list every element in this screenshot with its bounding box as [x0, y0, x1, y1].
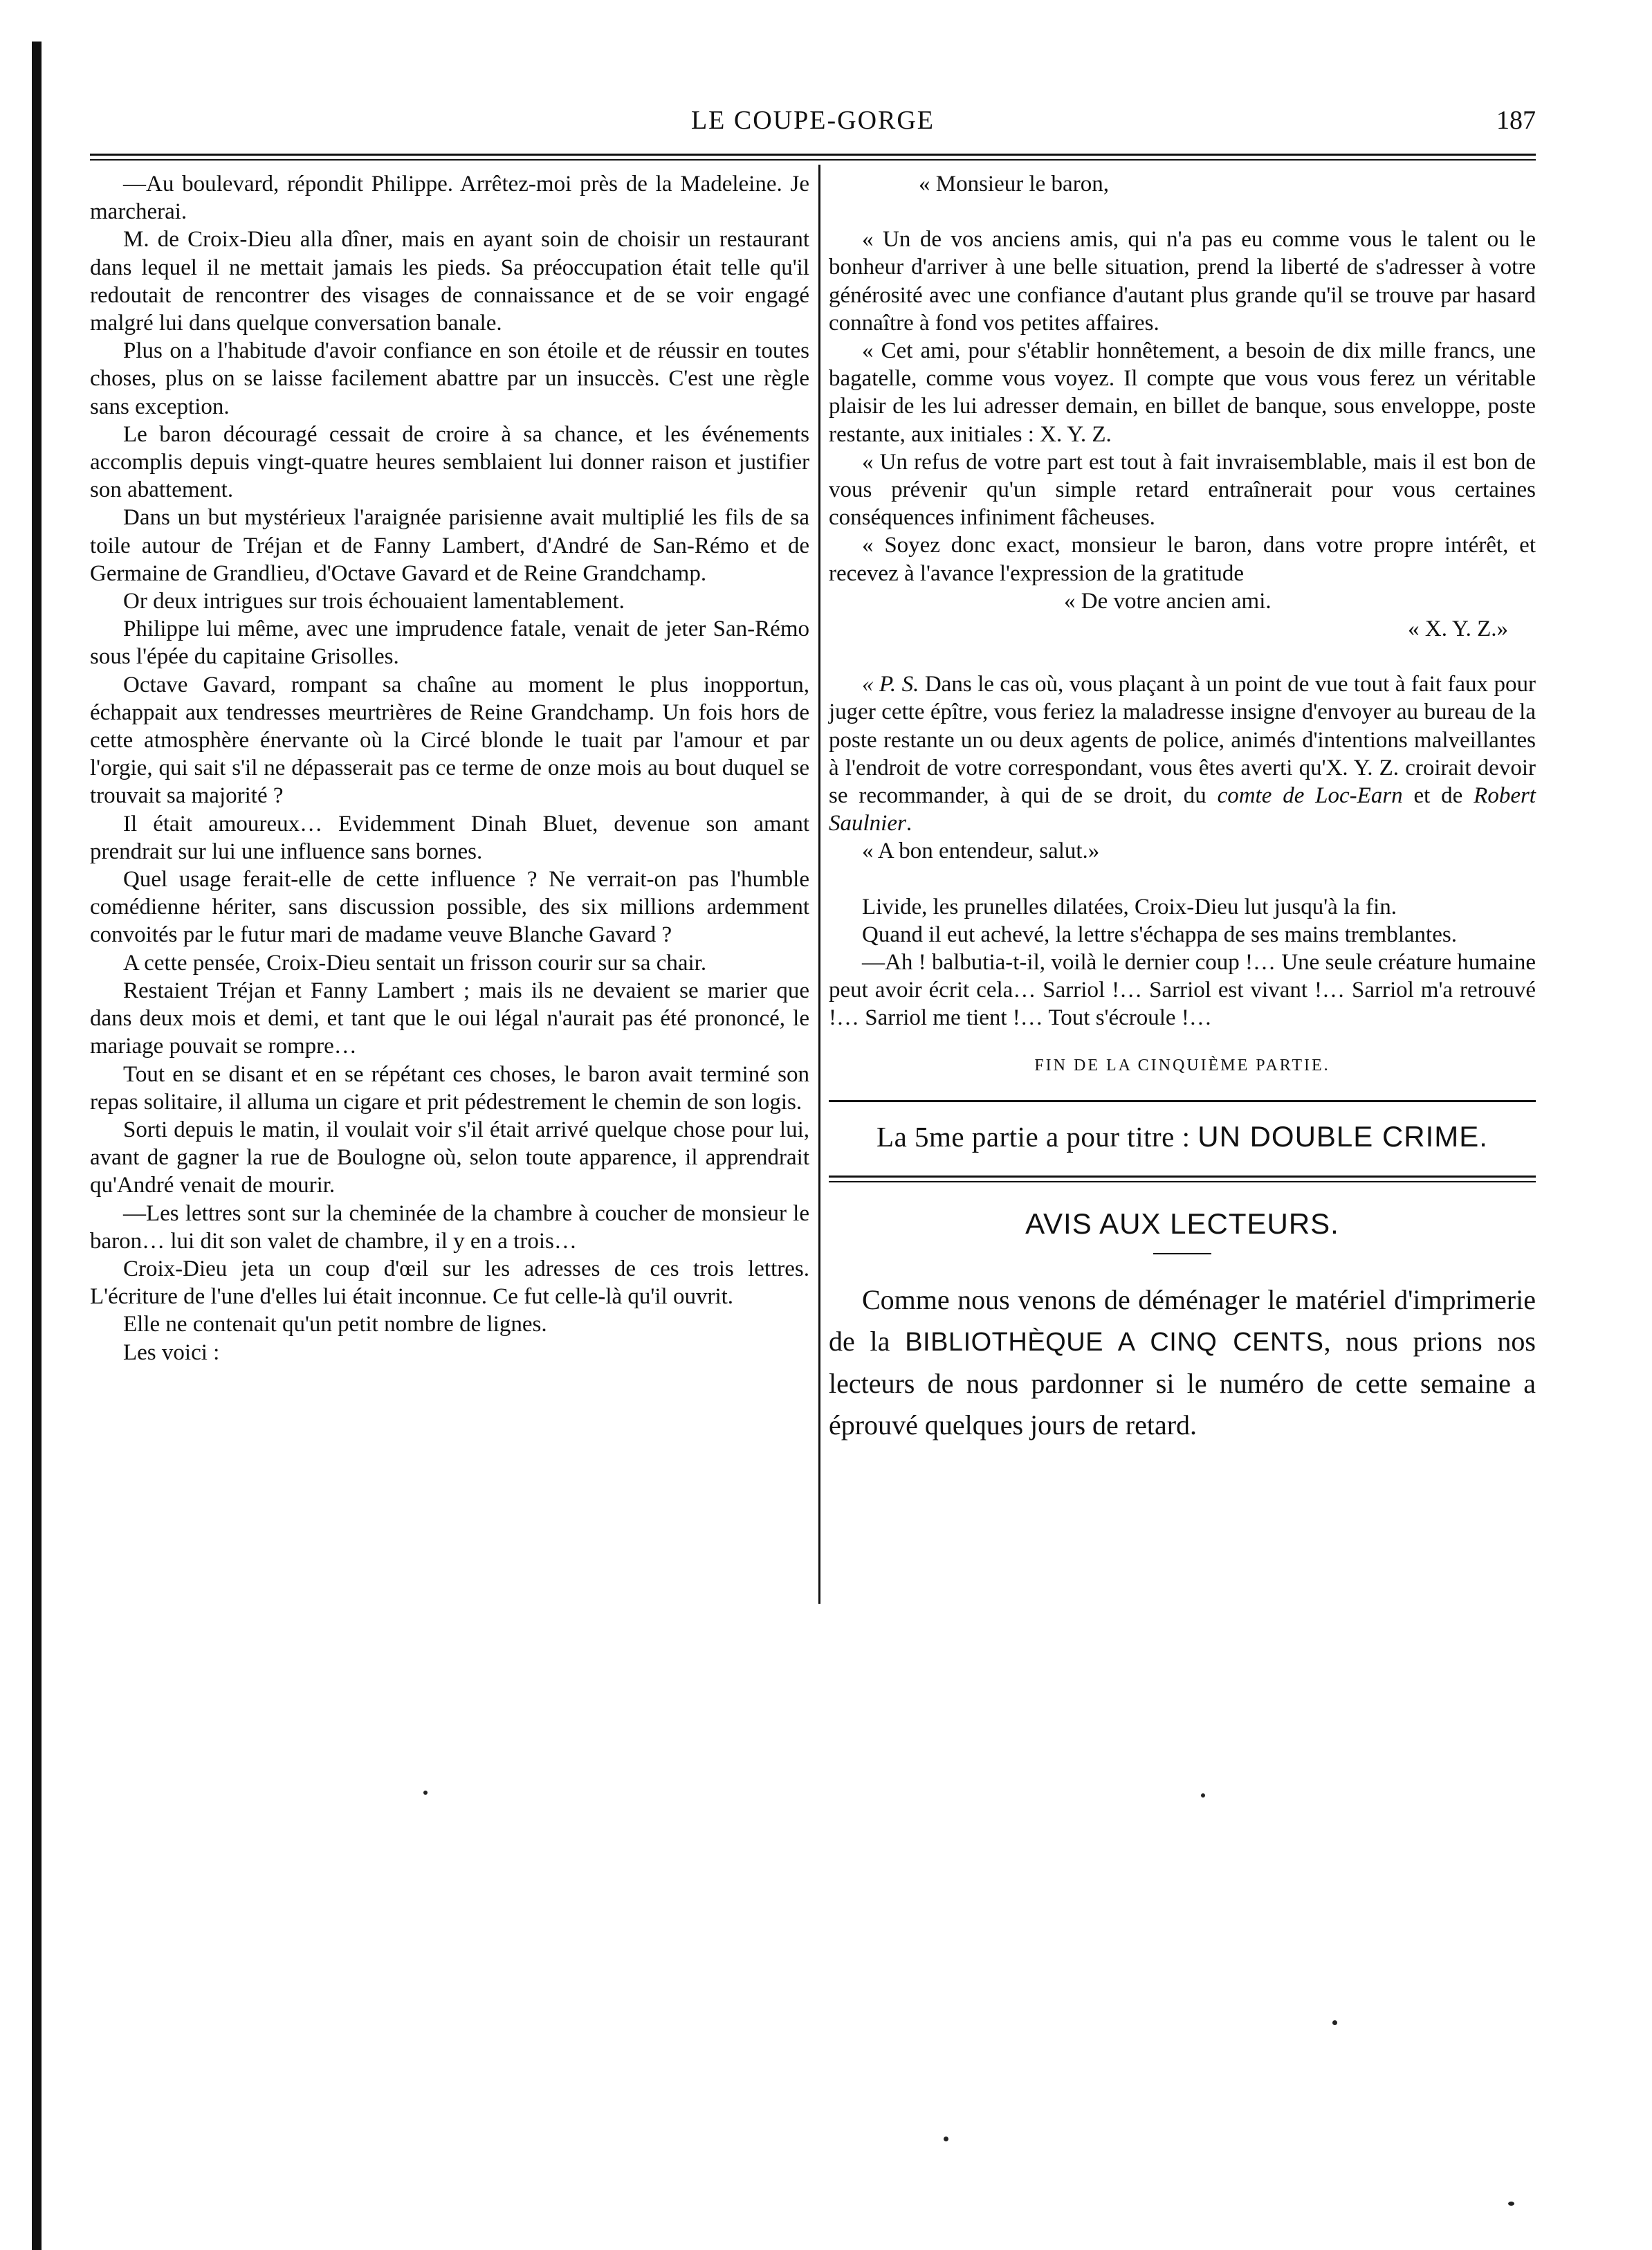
paragraph: Elle ne contenait qu'un petit nombre de lignes.	[123, 1312, 547, 1337]
scan-speck	[423, 1791, 428, 1795]
letter-paragraph: « Un de vos anciens amis, qui n'a pas eu comme vous le talent ou le bonheur d'arriver à une belle situation, prend la liberté de s'adresser à votre générosité avec une confiance d'autant plus grande qu'il se trouve par hasard connaître à fond vos petites affaires.	[829, 227, 1536, 336]
scan-speck	[1332, 2020, 1337, 2025]
avis-publication-name: BIBLIOTHÈQUE A CINQ CENTS	[905, 1328, 1324, 1357]
paragraph: —Ah ! balbutia-t-il, voilà le dernier coup !… Une seule créature humaine peut avoir écrit cela… Sarriol !… Sarriol est vivant !… Sarriol m'a retrouvé !… Sarriol me tient !… Tout s'écroule !…	[829, 950, 1536, 1031]
letter-paragraph: « Soyez donc exact, monsieur le baron, dans votre propre intérêt, et recevez à l'avance l'expression de la gratitude	[829, 533, 1536, 586]
scan-speck	[1201, 1793, 1205, 1798]
header-double-rule	[90, 154, 1536, 161]
paragraph: A cette pensée, Croix-Dieu sentait un frisson courir sur sa chair.	[123, 950, 707, 976]
letter-signature: « X. Y. Z.»	[1408, 616, 1508, 642]
letter-salutation: « Monsieur le baron,	[919, 172, 1109, 196]
letter-postscript	[829, 670, 1536, 837]
letter-paragraph: « Cet ami, pour s'établir honnêtement, a besoin de dix mille francs, une bagatelle, comme vous voyez. Il compte que vous vous ferez un véritable plaisir de les lui adresser demain, en billet de banque, sous enveloppe, poste restante, aux initiales : X. Y. Z.	[829, 338, 1536, 447]
page-number: 187	[1496, 106, 1536, 135]
avis-text-part: , nous prions nos lecteurs de nous pardonner si le numéro de cette semaine a éprouvé quelques jours de retard.	[829, 1326, 1536, 1441]
scan-binding-edge	[32, 42, 42, 2250]
paragraph: Croix-Dieu jeta un coup d'œil sur les adresses de ces trois lettres. L'écriture de l'une d'elles lui était inconnue. Ce fut celle-là qu'il ouvrit.	[90, 1256, 809, 1310]
column-divider	[818, 165, 820, 1604]
end-of-part-notice: FIN DE LA CINQUIÈME PARTIE.	[1034, 1056, 1330, 1074]
running-title: LE COUPE-GORGE	[690, 106, 935, 135]
paragraph: Le baron découragé cessait de croire à sa chance, et les événements accomplis depuis vingt-quatre heures semblaient lui donner raison et justifier son abattement.	[90, 421, 809, 503]
right-column	[829, 170, 1536, 1446]
paragraph: Octave Gavard, rompant sa chaîne au moment le plus inopportun, échappait aux tendresses meurtrières de Reine Grandchamp. Un fois hors de cette atmosphère énervante où la Circé blonde le tuait par l'amour et par l'orgie, qui sait s'il ne dépasserait pas ce terme de onze mois au bout duquel se trouvait sa majorité ?	[90, 672, 809, 809]
avis-text-part: Comme nous venons de déménager le matériel d'imprimerie de la	[829, 1284, 1536, 1357]
paragraph: Restaient Tréjan et Fanny Lambert ; mais ils ne devaient se marier que dans deux mois et demi, et tant que le oui légal n'aurait pas été prononcé, le mariage pouvait se rompre…	[90, 978, 809, 1059]
paragraph: Quand il eut achevé, la lettre s'échappa de ses mains tremblantes.	[862, 922, 1457, 947]
paragraph: Philippe lui même, avec une imprudence fatale, venait de jeter San-Rémo sous l'épée du capitaine Grisolles.	[90, 616, 809, 670]
paragraph: Les voici :	[123, 1339, 220, 1365]
next-part-title: UN DOUBLE CRIME.	[1197, 1119, 1488, 1153]
paragraph: Plus on a l'habitude d'avoir confiance en son étoile et de réussir en toutes choses, plus on se laisse facilement abattre par un insuccès. C'est une règle sans exception.	[90, 338, 809, 419]
paragraph: Livide, les prunelles dilatées, Croix-Dieu lut jusqu'à la fin.	[862, 894, 1397, 920]
paragraph: Dans un but mystérieux l'araignée parisienne avait multiplié les fils de sa toile autour de Tréjan et de Fanny Lambert, d'André de San-Rémo et de Germaine de Grandlieu, d'Octave Gavard et de Reine Grandchamp.	[90, 505, 809, 586]
letter-sign-line: « De votre ancien ami.	[1064, 588, 1272, 614]
postscript-label: « P. S.	[862, 672, 919, 697]
postscript-end: .	[906, 811, 912, 836]
postscript-name: Robert Saulnier	[829, 783, 1536, 836]
paragraph: Sorti depuis le matin, il voulait voir s'il était arrivé quelque chose pour lui, avant de gagner la rue de Boulogne où, selon toute apparence, il apprendrait qu'André venait de mourir.	[90, 1117, 809, 1198]
next-part-notice	[829, 1119, 1536, 1153]
page-header	[90, 105, 1536, 147]
left-column	[90, 170, 809, 1366]
scan-speck	[1508, 2202, 1514, 2206]
avis-title: AVIS AUX LECTEURS.	[1025, 1207, 1339, 1241]
paragraph: Tout en se disant et en se répétant ces choses, le baron avait terminé son repas solitaire, il alluma un cigare et prit pédestrement le chemin de son logis.	[90, 1061, 809, 1115]
scan-speck	[944, 2137, 948, 2141]
paragraph: —Au boulevard, répondit Philippe. Arrêtez-moi près de la Madeleine. Je marcherai.	[90, 172, 809, 225]
section-double-rule	[829, 1176, 1536, 1182]
avis-rule	[1153, 1253, 1211, 1254]
letter-paragraph: « Un refus de votre part est tout à fait invraisemblable, mais il est bon de vous prévenir qu'un simple retard entraînerait pour vous certaines conséquences infiniment fâcheuses.	[829, 449, 1536, 531]
letter-closing: « A bon entendeur, salut.»	[862, 839, 1100, 864]
postscript-and: et de	[1402, 783, 1474, 809]
postscript-name: comte de Loc-Earn	[1217, 783, 1403, 809]
paragraph: Or deux intrigues sur trois échouaient lamentablement.	[123, 589, 625, 614]
paragraph: Il était amoureux… Evidemment Dinah Bluet, devenue son amant prendrait sur lui une influence sans bornes.	[90, 811, 809, 864]
postscript-text: Dans le cas où, vous plaçant à un point de vue tout à fait faux pour juger cette épître, vous feriez la maladresse insigne d'envoyer au bureau de la poste restante un ou deux agents de police, animés d'intentions malveillantes à l'endroit de votre correspondant, vous êtes averti qu'X. Y. Z. croirait devoir se recommander, à qui de se droit, du	[829, 672, 1536, 809]
paragraph: —Les lettres sont sur la cheminée de la chambre à coucher de monsieur le baron… lui dit son valet de chambre, il y en a trois…	[90, 1200, 809, 1254]
section-rule	[829, 1100, 1536, 1102]
paragraph: Quel usage ferait-elle de cette influence ? Ne verrait-on pas l'humble comédienne hériter, sans discussion possible, des six millions ardemment convoités par le futur mari de madame veuve Blanche Gavard ?	[90, 867, 809, 948]
next-part-prefix: La 5me partie a pour titre :	[877, 1120, 1198, 1153]
avis-text	[829, 1279, 1536, 1446]
paragraph: M. de Croix-Dieu alla dîner, mais en ayant soin de choisir un restaurant dans lequel il ne mettait jamais les pieds. Sa préoccupation était telle qu'il redoutait de rencontrer des visages de connaissance et de se voir engagé malgré lui dans quelque conversation banale.	[90, 227, 809, 336]
